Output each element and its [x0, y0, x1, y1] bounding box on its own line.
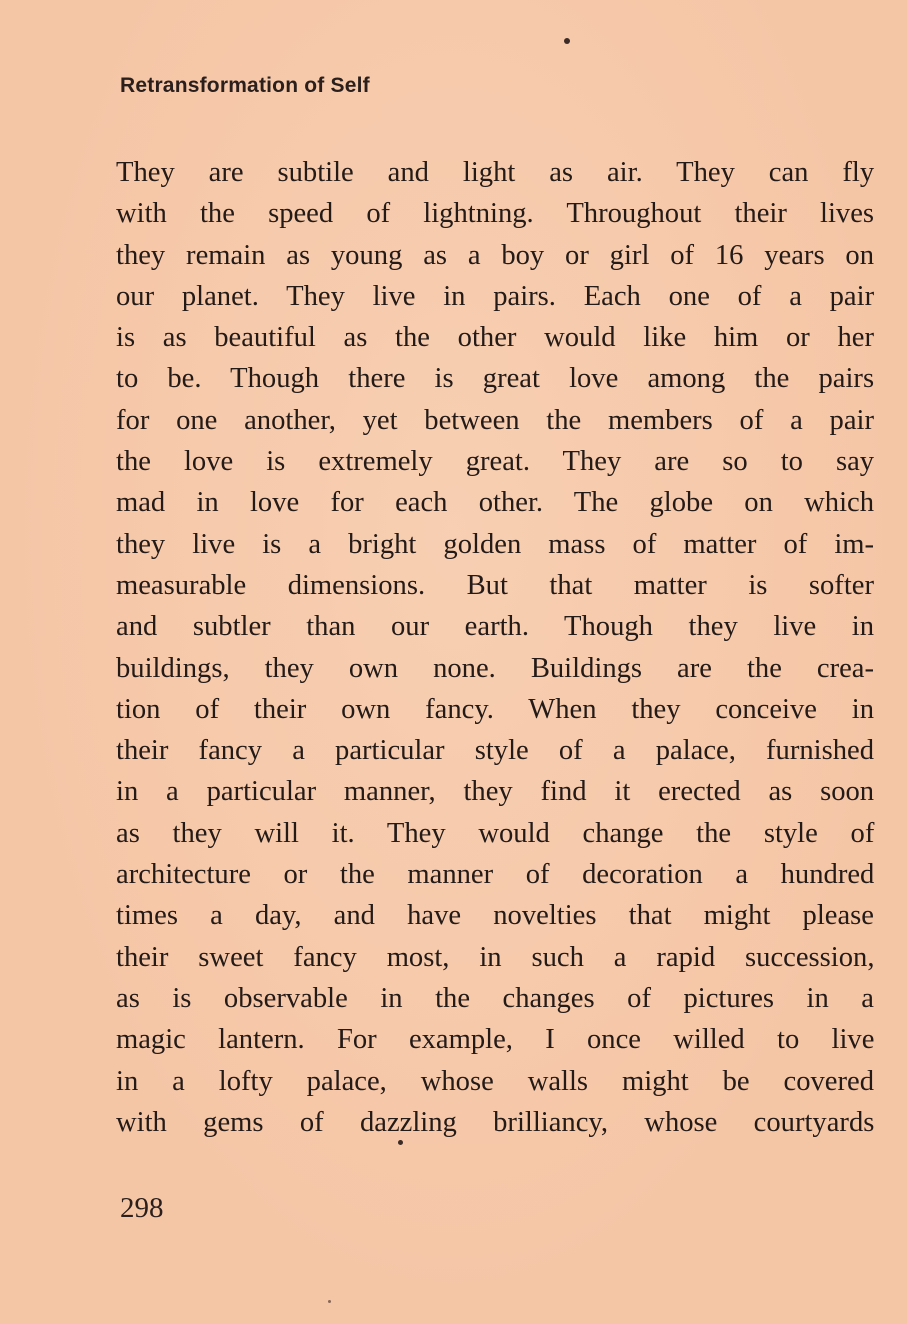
text-line: to be. Though there is great love among the pairs	[116, 363, 875, 395]
text-line: with the speed of lightning. Throughout their lives	[116, 198, 875, 230]
text-line: with gems of dazzling brilliancy, whose courtyards	[116, 1106, 875, 1138]
text-line: They are subtile and light as air. They can fly	[116, 157, 875, 188]
text-line: they live is a bright golden mass of matter of im-	[116, 528, 875, 560]
text-line: tion of their own fancy. When they conceive in	[116, 693, 874, 725]
text-line: in a lofty palace, whose walls might be covered	[116, 1065, 874, 1097]
text-line: they remain as young as a boy or girl of 16 years on	[116, 239, 874, 271]
text-line: as is observable in the changes of pictures in a	[116, 982, 874, 1014]
text-line: measurable dimensions. But that matter is softer	[116, 569, 874, 601]
page-number: 298	[120, 1192, 164, 1224]
text-line: the love is extremely great. They are so to say	[116, 446, 875, 478]
text-line: times a day, and have novelties that might please	[116, 900, 874, 932]
text-line: and subtler than our earth. Though they live in	[116, 611, 874, 643]
text-line: buildings, they own none. Buildings are the crea-	[116, 652, 875, 684]
ink-speck	[328, 1300, 331, 1303]
text-line: as they will it. They would change the style of	[116, 817, 875, 849]
running-head: Retransformation of Self	[120, 74, 370, 97]
text-line: their sweet fancy most, in such a rapid succession,	[116, 941, 875, 973]
text-line: magic lantern. For example, I once willed to live	[116, 1024, 875, 1056]
body-text	[116, 152, 874, 1143]
text-line: mad in love for each other. The globe on which	[116, 487, 875, 519]
text-line: our planet. They live in pairs. Each one of a pair	[116, 280, 875, 312]
text-line: is as beautiful as the other would like him or her	[116, 322, 874, 354]
ink-speck	[564, 38, 570, 44]
text-line: their fancy a particular style of a palace, furnished	[116, 735, 874, 767]
text-line: in a particular manner, they find it erected as soon	[116, 776, 875, 808]
text-line: architecture or the manner of decoration a hundred	[116, 859, 875, 891]
text-line: for one another, yet between the members of a pair	[116, 404, 874, 436]
